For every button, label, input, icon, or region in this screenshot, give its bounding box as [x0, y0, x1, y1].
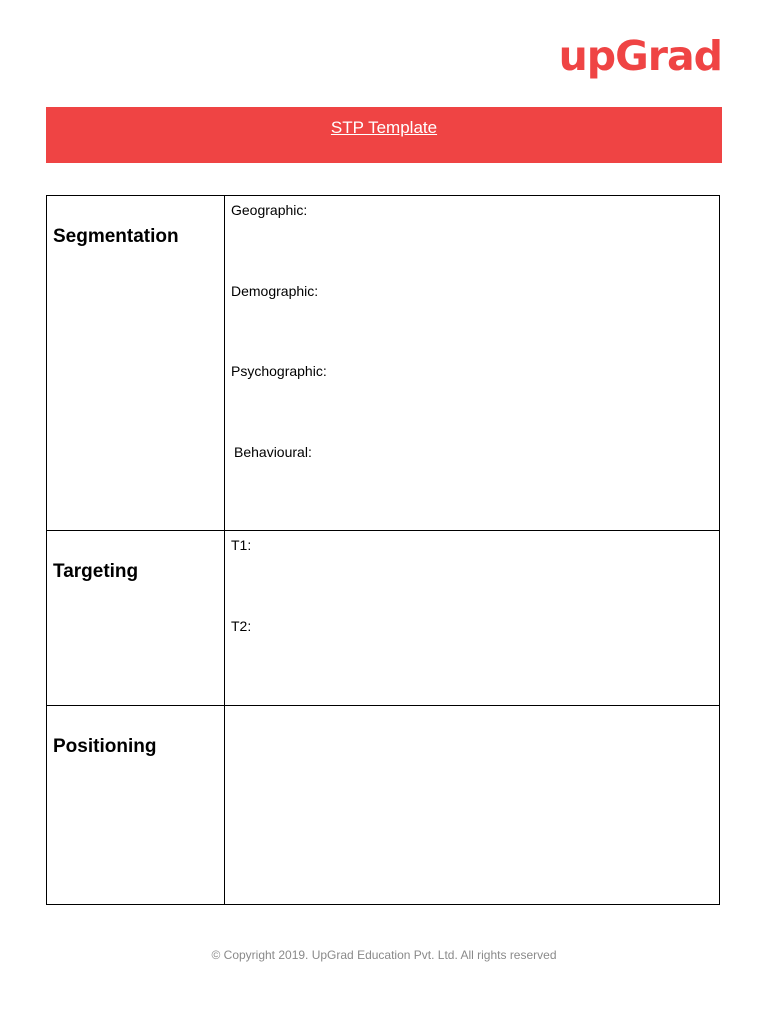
targeting-label: Targeting	[53, 561, 139, 582]
stp-table	[46, 195, 720, 905]
psychographic-field: Psychographic:	[231, 363, 327, 379]
demographic-field: Demographic:	[231, 282, 319, 299]
positioning-label-cell	[47, 706, 225, 905]
segmentation-label: Segmentation	[53, 226, 179, 247]
targeting-label-cell	[47, 531, 225, 706]
t2-field: T2:	[231, 617, 252, 634]
behavioural-field: Behavioural:	[234, 443, 312, 460]
geographic-field: Geographic:	[231, 202, 308, 218]
positioning-content-cell[interactable]	[225, 706, 720, 905]
segmentation-row	[47, 196, 720, 531]
title-banner	[46, 107, 722, 163]
targeting-content-cell[interactable]	[225, 531, 720, 706]
segmentation-content-cell[interactable]	[225, 196, 720, 531]
targeting-row	[47, 531, 720, 706]
positioning-row	[47, 706, 720, 905]
template-title-link[interactable]: STP Template	[330, 118, 438, 137]
copyright-footer: © Copyright 2019. UpGrad Education Pvt. Ltd. All rights reserved	[211, 948, 557, 962]
positioning-label: Positioning	[53, 736, 157, 757]
segmentation-label-cell	[47, 196, 225, 531]
t1-field: T1:	[231, 537, 252, 553]
upgrad-logo: upGrad	[558, 32, 722, 80]
